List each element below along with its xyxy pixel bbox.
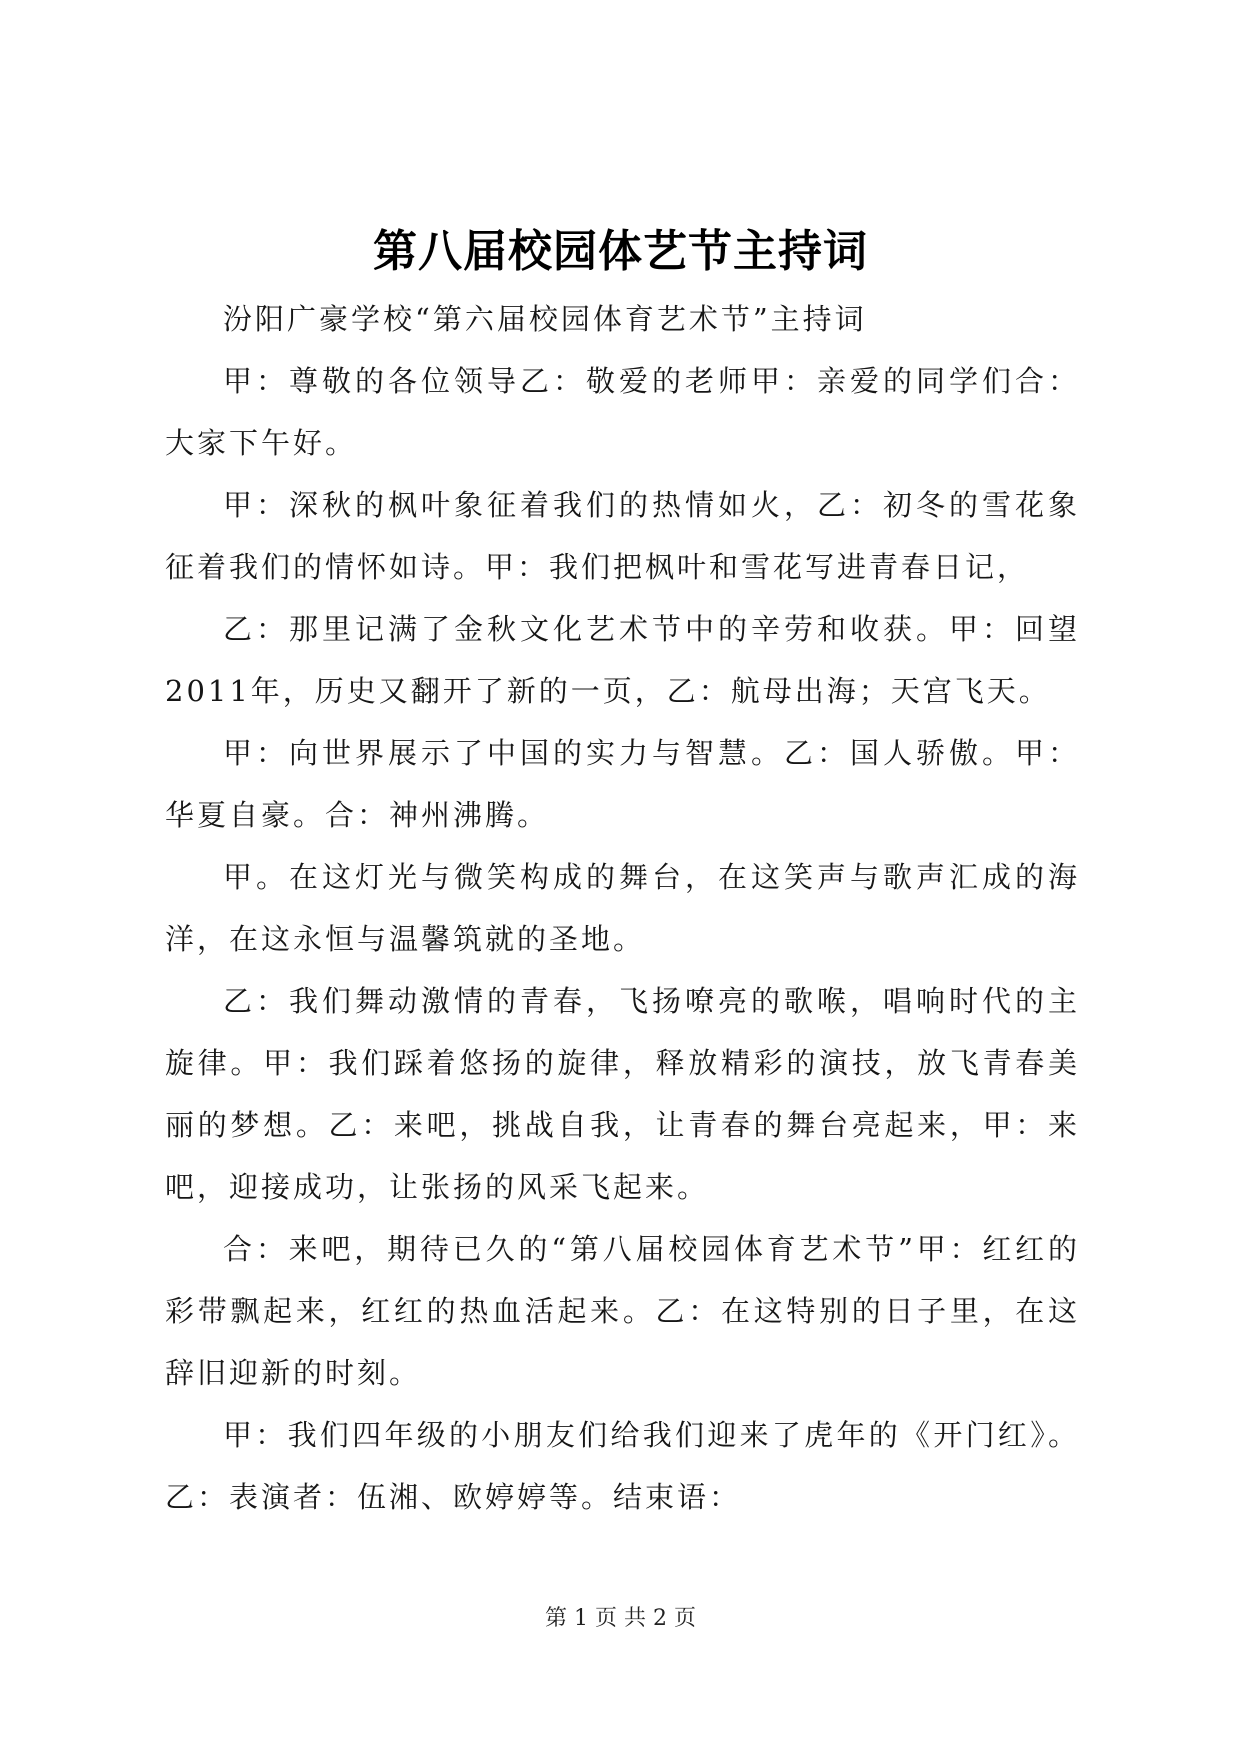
paragraph-festival: 合：来吧，期待已久的“第八届校园体育艺术节”甲：红红的彩带飘起来，红红的热血活起来。乙：在这特别的日子里，在这辞旧迎新的时刻。 — [165, 1232, 1080, 1390]
document-title: 第八届校园体艺节主持词 — [373, 226, 868, 277]
paragraph-performance: 甲：我们四年级的小朋友们给我们迎来了虎年的《开门红》。乙：表演者：伍湘、欧婷婷等。结束语： — [165, 1418, 1080, 1514]
paragraph-intro: 汾阳广豪学校“第六届校园体育艺术节”主持词 — [223, 302, 867, 336]
paragraph-youth: 乙：我们舞动激情的青春，飞扬嘹亮的歌喉，唱响时代的主旋律。甲：我们踩着悠扬的旋律，释放精彩的演技，放飞青春美丽的梦想。乙：来吧，挑战自我，让青春的舞台亮起来，甲：来吧，迎接成功，让张扬的风采飞起来。 — [165, 984, 1080, 1204]
page-number-footer: 第 1 页 共 2 页 — [545, 1606, 696, 1631]
paragraph-greeting: 甲：尊敬的各位领导乙：敬爱的老师甲：亲爱的同学们合：大家下午好。 — [165, 364, 1080, 460]
paragraph-review-2011: 乙：那里记满了金秋文化艺术节中的辛劳和收获。甲：回望2011年，历史又翻开了新的一页，乙：航母出海；天宫飞天。 — [165, 612, 1080, 708]
paragraph-autumn-winter: 甲：深秋的枫叶象征着我们的热情如火，乙：初冬的雪花象征着我们的情怀如诗。甲：我们把枫叶和雪花写进青春日记， — [165, 488, 1080, 584]
document-body — [165, 288, 1080, 1528]
paragraph-china-strength: 甲：向世界展示了中国的实力与智慧。乙：国人骄傲。甲：华夏自豪。合：神州沸腾。 — [165, 736, 1080, 832]
paragraph-stage: 甲。在这灯光与微笑构成的舞台，在这笑声与歌声汇成的海洋，在这永恒与温馨筑就的圣地。 — [165, 860, 1080, 956]
